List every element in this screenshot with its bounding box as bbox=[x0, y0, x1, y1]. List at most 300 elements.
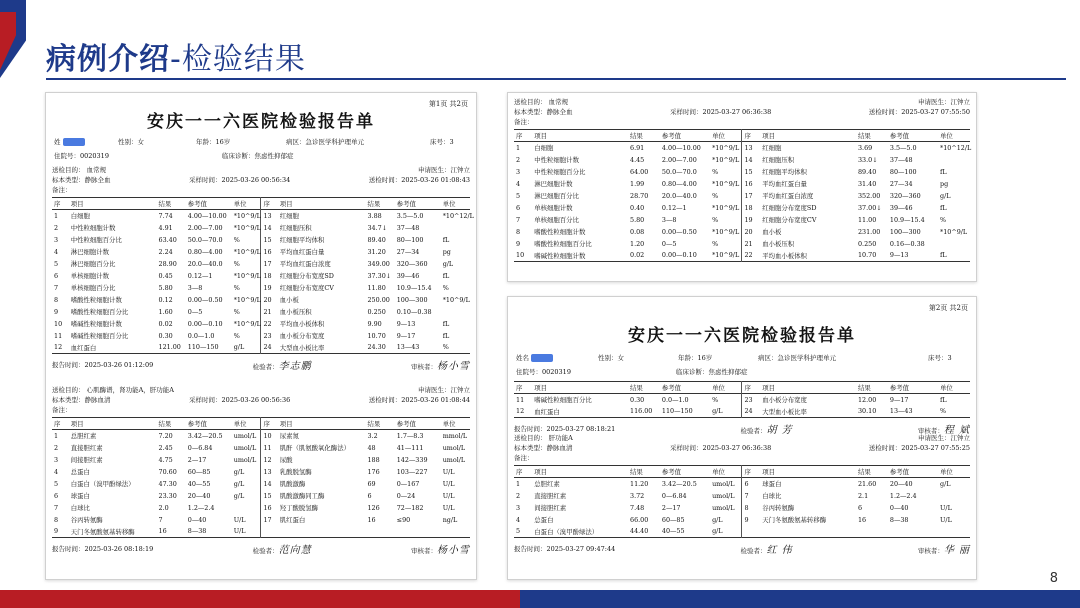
table-cell: mmol/L bbox=[442, 431, 468, 440]
table-row bbox=[52, 454, 470, 466]
table-cell: 10.70 bbox=[857, 251, 877, 260]
table-row bbox=[514, 490, 970, 502]
received-time: 送检时间：2025-03-26 01:08:44 bbox=[368, 396, 470, 404]
table-cell: 6 bbox=[54, 271, 59, 280]
table-cell: 2 bbox=[54, 443, 59, 452]
table-cell: 平均血小板体积 bbox=[762, 251, 807, 260]
column-header: 参考值 bbox=[396, 200, 416, 208]
table-cell: 60—85 bbox=[187, 467, 211, 476]
table-cell: 嗜酸性粒细胞计数 bbox=[534, 228, 586, 236]
table-cell: % bbox=[233, 235, 240, 244]
table-cell: 嗜酸性粒细胞百分比 bbox=[70, 308, 129, 316]
table-cell: 5 bbox=[54, 479, 59, 488]
table-cell: 0.250 bbox=[367, 307, 386, 316]
table-cell: 4 bbox=[516, 515, 521, 524]
table-cell: 63.40 bbox=[158, 235, 177, 244]
column-header: 结果 bbox=[158, 200, 172, 208]
table-cell: *10^9/L bbox=[712, 179, 740, 188]
table-cell: 0.08 bbox=[630, 227, 645, 236]
table-cell: 单核细胞计数 bbox=[70, 272, 110, 280]
table-cell: 6 bbox=[742, 478, 760, 490]
table-cell: umol/L bbox=[233, 431, 257, 440]
table-cell: 24 bbox=[261, 342, 278, 354]
table-cell: 16 bbox=[857, 515, 867, 524]
table-cell: 6.91 bbox=[630, 143, 645, 152]
table-row bbox=[52, 222, 470, 234]
table-cell: 红细胞平均体积 bbox=[762, 168, 807, 176]
specimen-type: 标本类型：静脉全血 bbox=[52, 176, 111, 184]
checker-label: 检验者： bbox=[252, 363, 279, 371]
table-cell: 9 bbox=[742, 514, 760, 526]
column-header: 序 bbox=[742, 382, 760, 394]
table-cell bbox=[365, 526, 394, 538]
table-cell: 3.88 bbox=[367, 211, 382, 220]
column-header: 参考值 bbox=[661, 132, 682, 140]
column-header: 序 bbox=[516, 384, 523, 392]
column-header: 结果 bbox=[158, 420, 172, 428]
table-row bbox=[514, 226, 970, 238]
table-cell: 0—6.84 bbox=[661, 491, 687, 500]
result-table bbox=[514, 129, 970, 262]
table-cell: *10^9/L bbox=[712, 227, 740, 236]
table-cell: *10^9/L bbox=[233, 319, 261, 328]
column-header: 结果 bbox=[857, 132, 871, 140]
table-cell: 142—339 bbox=[396, 455, 428, 464]
table-cell: 1.2—2.4 bbox=[187, 503, 215, 512]
table-cell: 1.2—2.4 bbox=[889, 491, 917, 500]
table-cell: fL bbox=[940, 167, 947, 176]
table-cell: 3.42—20.5 bbox=[187, 431, 223, 440]
table-cell: 谷丙转氨酶 bbox=[70, 516, 103, 524]
report-title: 安庆一一六医院检验报告单 bbox=[147, 112, 375, 132]
table-cell: 血小板 bbox=[762, 228, 782, 236]
table-cell: 11 bbox=[261, 442, 278, 454]
table-cell: 11 bbox=[54, 331, 63, 340]
table-cell: 0—5 bbox=[661, 239, 677, 248]
table-row bbox=[514, 166, 970, 178]
table-cell: 0.00—0.10 bbox=[661, 251, 697, 260]
table-row bbox=[52, 330, 470, 342]
table-cell: 嗜碱性粒细胞计数 bbox=[534, 251, 586, 260]
table-cell: 血红蛋白 bbox=[534, 407, 560, 416]
table-cell: 4 bbox=[516, 179, 521, 188]
table-cell: 320—360 bbox=[396, 259, 428, 268]
table-cell: *10^12/L bbox=[442, 211, 474, 220]
table-cell: 22 bbox=[742, 250, 760, 262]
table-row bbox=[52, 234, 470, 246]
column-header: 结果 bbox=[367, 200, 381, 208]
checker-signature: 胡 芳 bbox=[766, 425, 793, 436]
table-cell: 0.12 bbox=[158, 295, 173, 304]
table-cell: *10^9/L bbox=[233, 223, 261, 232]
table-cell: 176 bbox=[367, 467, 380, 476]
column-header: 序 bbox=[54, 420, 61, 428]
table-cell: *10^9/L bbox=[940, 227, 968, 236]
table-cell: 72—182 bbox=[396, 503, 424, 512]
table-cell: 0.00—0.10 bbox=[187, 319, 223, 328]
column-header: 结果 bbox=[630, 468, 643, 476]
table-cell: 3.5—5.0 bbox=[889, 143, 917, 152]
table-cell: g/L bbox=[940, 479, 951, 488]
table-cell: 天门冬氨酸氨基转移酶 bbox=[762, 516, 827, 524]
column-header: 序 bbox=[742, 130, 760, 142]
table-cell: 7 bbox=[516, 215, 521, 224]
header-line-2 bbox=[52, 175, 470, 185]
table-cell: 13—43 bbox=[396, 343, 420, 352]
table-cell: 嗜酸性粒细胞百分比 bbox=[534, 240, 592, 248]
table-cell: 大型血小板比率 bbox=[762, 407, 807, 416]
table-cell: 6 bbox=[857, 503, 863, 512]
table-row bbox=[52, 318, 470, 330]
column-header: 项目 bbox=[534, 468, 548, 476]
table-cell: g/L bbox=[940, 191, 951, 200]
table-cell: 0.02 bbox=[158, 319, 173, 328]
column-header: 项目 bbox=[762, 384, 775, 392]
table-cell: g/L bbox=[233, 479, 245, 488]
table-cell: 球蛋白 bbox=[762, 480, 782, 489]
table-cell: 19 bbox=[261, 282, 278, 294]
table-cell: 红细胞分布宽度CV bbox=[762, 216, 817, 224]
table-row bbox=[52, 294, 470, 306]
table-cell: 9—17 bbox=[396, 331, 416, 340]
result-table bbox=[52, 417, 470, 538]
table-cell: 20 bbox=[261, 294, 278, 306]
table-cell: 0.45 bbox=[158, 271, 173, 280]
table-cell: 37—48 bbox=[396, 223, 420, 232]
result-table bbox=[52, 197, 474, 354]
table-cell: 13—43 bbox=[889, 407, 913, 416]
table-cell: U/L bbox=[233, 515, 246, 524]
table-cell: 8 bbox=[742, 502, 760, 514]
column-header: 结果 bbox=[857, 468, 871, 476]
table-cell: 4.91 bbox=[158, 223, 173, 232]
table-cell: g/L bbox=[233, 467, 245, 476]
table-cell: 37—48 bbox=[889, 155, 913, 164]
table-cell: 0.02 bbox=[630, 251, 645, 260]
table-cell: 8 bbox=[516, 227, 521, 236]
table-cell: 1.99 bbox=[630, 179, 645, 188]
column-header: 单位 bbox=[940, 468, 953, 476]
table-cell: 2 bbox=[516, 155, 521, 164]
table-cell: 4.00—10.00 bbox=[661, 143, 701, 152]
table-cell: 0.12—1 bbox=[187, 271, 213, 280]
table-cell: 100—300 bbox=[396, 295, 428, 304]
table-cell: 12 bbox=[261, 454, 278, 466]
table-cell: 27—34 bbox=[396, 247, 420, 256]
header-line-1 bbox=[514, 97, 970, 107]
table-cell: 0—24 bbox=[396, 491, 416, 500]
table-cell: *10^9/L bbox=[712, 155, 740, 164]
title-sub: -检验结果 bbox=[170, 42, 306, 77]
table-cell: 20—40 bbox=[889, 479, 913, 488]
table-row bbox=[52, 514, 470, 526]
table-cell: 1.60 bbox=[158, 307, 173, 316]
table-cell: 21 bbox=[742, 238, 760, 250]
table-cell: 110—150 bbox=[187, 343, 219, 352]
table-cell: 球蛋白 bbox=[70, 492, 90, 500]
header-line-1 bbox=[514, 433, 970, 443]
table-cell: fL bbox=[940, 203, 947, 212]
table-cell: 4 bbox=[54, 467, 59, 476]
table-cell: U/L bbox=[442, 479, 455, 488]
table-cell: 89.40 bbox=[367, 235, 386, 244]
column-header: 项目 bbox=[762, 468, 775, 476]
table-cell: 9 bbox=[516, 239, 521, 248]
table-cell: 白蛋白（溴甲酚绿法） bbox=[534, 527, 599, 536]
report-time: 报告时间：2025-03-26 08:18:19 bbox=[52, 545, 154, 553]
table-cell: 3—8 bbox=[187, 283, 203, 292]
column-header: 序 bbox=[742, 466, 760, 478]
table-cell: *10^9/L bbox=[233, 247, 261, 256]
table-cell: 中性粒细胞百分比 bbox=[534, 168, 586, 176]
table-cell: 红细胞 bbox=[279, 212, 299, 221]
table-cell: 1 bbox=[516, 479, 521, 488]
table-cell: 大型血小板比率 bbox=[279, 343, 325, 352]
table-cell: 总胆红素 bbox=[70, 432, 97, 441]
table-cell: 27—34 bbox=[889, 179, 913, 188]
column-header: 序 bbox=[261, 198, 278, 210]
table-cell: 平均血红蛋白浓度 bbox=[762, 192, 814, 200]
table-cell: 0.40 bbox=[630, 203, 645, 212]
table-cell: 16 bbox=[158, 527, 167, 536]
table-cell: 肌酐（肌氨酸氧化酶法） bbox=[279, 444, 350, 452]
table-row bbox=[514, 250, 970, 262]
note: 备注： bbox=[52, 186, 72, 194]
reviewer bbox=[918, 541, 970, 556]
table-row bbox=[52, 526, 470, 538]
column-header: 序 bbox=[54, 200, 61, 208]
table-cell: 33.0↓ bbox=[857, 155, 878, 164]
table-row bbox=[52, 342, 470, 354]
table-cell: 4 bbox=[54, 247, 59, 256]
table-cell: 12.00 bbox=[857, 395, 877, 404]
table-cell: % bbox=[233, 331, 240, 340]
table-cell: 0—5 bbox=[187, 307, 203, 316]
result-table bbox=[514, 381, 970, 418]
table-cell: 17 bbox=[742, 190, 760, 202]
table-row bbox=[514, 154, 970, 166]
table-row bbox=[52, 466, 470, 478]
table-cell: 白细胞 bbox=[534, 144, 554, 153]
table-row bbox=[52, 246, 470, 258]
table-cell: *10^9/L bbox=[442, 295, 470, 304]
report-block-blood-routine bbox=[52, 165, 474, 372]
note: 备注： bbox=[52, 406, 72, 414]
table-cell: 2—17 bbox=[661, 503, 681, 512]
table-cell: 39—46 bbox=[889, 203, 913, 212]
table-row bbox=[514, 178, 970, 190]
table-cell: 淋巴细胞计数 bbox=[70, 248, 110, 256]
exam-purpose: 送检目的： 肝功能A bbox=[514, 434, 573, 442]
column-header: 结果 bbox=[630, 132, 643, 140]
patient-ward: 病区：急诊医学科护理单元 bbox=[286, 138, 364, 146]
table-cell: 24.30 bbox=[367, 343, 386, 352]
table-cell: 15 bbox=[742, 166, 760, 178]
result-table bbox=[514, 465, 970, 538]
table-cell: 2 bbox=[516, 491, 521, 500]
table-cell: 7 bbox=[54, 503, 59, 512]
table-row bbox=[52, 442, 470, 454]
table-cell: 6 bbox=[54, 491, 59, 500]
table-row bbox=[514, 406, 970, 418]
table-row bbox=[514, 142, 970, 154]
column-header: 参考值 bbox=[889, 384, 910, 392]
table-cell: 39—46 bbox=[396, 271, 420, 280]
reviewer-signature: 程 斌 bbox=[943, 425, 970, 436]
table-cell: 3.69 bbox=[857, 143, 873, 152]
table-cell: 8 bbox=[54, 295, 59, 304]
table-cell: 349.00 bbox=[367, 259, 390, 268]
lab-report-page-2 bbox=[507, 296, 977, 580]
table-cell: 7.20 bbox=[158, 431, 173, 440]
table-cell: 9 bbox=[54, 307, 59, 316]
patient-name: 姓名 bbox=[516, 353, 553, 362]
table-cell: 7.74 bbox=[158, 211, 173, 220]
table-cell: 白球比 bbox=[762, 492, 782, 500]
patient-name: 姓 bbox=[54, 137, 85, 146]
ordering-doctor: 申请医生：江钟立 bbox=[918, 434, 970, 442]
table-cell: % bbox=[712, 167, 719, 176]
table-cell: 103—227 bbox=[396, 467, 428, 476]
note: 备注： bbox=[514, 454, 534, 462]
table-cell: 单核细胞百分比 bbox=[534, 216, 579, 224]
table-cell: 12 bbox=[54, 343, 63, 352]
table-cell: 5 bbox=[516, 191, 521, 200]
table-cell: 110—150 bbox=[661, 407, 693, 416]
table-cell: 20.0—40.0 bbox=[661, 191, 697, 200]
table-cell: 4.45 bbox=[630, 155, 645, 164]
table-cell: 间接胆红素 bbox=[534, 504, 567, 512]
patient-age: 年龄：16岁 bbox=[678, 354, 713, 362]
collected-time: 采样时间：2025-03-26 00:56:34 bbox=[189, 176, 291, 184]
table-cell: *10^9/L bbox=[712, 251, 740, 260]
table-cell: umol/L bbox=[442, 455, 466, 464]
table-cell: 40—55 bbox=[661, 527, 685, 536]
table-cell: 12 bbox=[516, 407, 525, 416]
column-header: 序 bbox=[516, 132, 523, 140]
column-header: 项目 bbox=[534, 132, 548, 140]
column-header: 项目 bbox=[534, 384, 548, 392]
reviewer-signature: 华 丽 bbox=[943, 545, 970, 556]
table-cell: 淋巴细胞百分比 bbox=[534, 192, 579, 200]
table-cell: 23.30 bbox=[158, 491, 177, 500]
specimen-type: 标本类型：静脉全血 bbox=[514, 108, 573, 116]
table-cell: 间接胆红素 bbox=[70, 456, 103, 464]
table-cell: 3 bbox=[54, 455, 59, 464]
table-cell: 10.9—15.4 bbox=[889, 215, 925, 224]
report-block-biochem bbox=[52, 385, 470, 556]
column-header: 参考值 bbox=[661, 468, 682, 476]
table-cell: 14 bbox=[742, 154, 760, 166]
table-cell: 羟丁酸脱氢酶 bbox=[279, 504, 319, 512]
table-cell: g/L bbox=[712, 515, 723, 524]
specimen-type: 标本类型：静脉血清 bbox=[514, 444, 573, 452]
table-cell: 50.0—70.0 bbox=[187, 235, 223, 244]
column-header: 序 bbox=[516, 468, 523, 476]
table-cell: 3.42—20.5 bbox=[661, 479, 697, 488]
table-cell: U/L bbox=[940, 503, 952, 512]
table-cell: umol/L bbox=[712, 491, 735, 500]
table-cell: *10^9/L bbox=[233, 211, 261, 220]
table-cell: 2.1 bbox=[857, 491, 869, 500]
table-row bbox=[514, 514, 970, 526]
table-cell: 0.0—1.0 bbox=[661, 395, 689, 404]
table-cell: 10 bbox=[54, 319, 63, 328]
table-cell: 2 bbox=[54, 223, 59, 232]
table-cell: % bbox=[940, 215, 947, 224]
header-line-3 bbox=[514, 117, 970, 127]
table-cell: 0.250 bbox=[857, 239, 877, 248]
table-cell: 11.80 bbox=[367, 283, 386, 292]
table-cell: 231.00 bbox=[857, 227, 881, 236]
patient-ward: 病区：急诊医学科护理单元 bbox=[758, 354, 836, 362]
checker-signature: 李志鹏 bbox=[278, 361, 312, 372]
column-header: 单位 bbox=[940, 384, 953, 392]
table-cell: 69 bbox=[367, 479, 376, 488]
reviewer bbox=[411, 541, 470, 556]
report-footer bbox=[514, 541, 970, 556]
collected-time: 采样时间：2025-03-26 00:56:36 bbox=[189, 396, 291, 404]
table-cell bbox=[395, 526, 441, 538]
table-cell: 2.00—7.00 bbox=[661, 155, 697, 164]
table-cell bbox=[938, 154, 970, 166]
table-cell: 肌红蛋白 bbox=[279, 516, 306, 524]
lab-report-page-1-continued bbox=[507, 92, 977, 282]
table-cell: % bbox=[712, 239, 719, 248]
table-cell bbox=[888, 526, 938, 538]
table-cell: 2.45 bbox=[158, 443, 173, 452]
header-line-2 bbox=[514, 107, 970, 117]
redacted-name bbox=[531, 354, 553, 362]
column-header: 参考值 bbox=[187, 420, 207, 428]
table-cell: 10.70 bbox=[367, 331, 386, 340]
column-header: 结果 bbox=[630, 384, 643, 392]
table-cell: % bbox=[712, 395, 719, 404]
header-line-1 bbox=[52, 385, 470, 395]
table-cell: *10^9/L bbox=[233, 271, 261, 280]
column-header: 单位 bbox=[712, 468, 725, 476]
table-cell: 70.60 bbox=[158, 467, 177, 476]
inpatient-no: 住院号：0020319 bbox=[54, 152, 109, 160]
table-cell: 白球比 bbox=[70, 504, 90, 512]
table-cell: 22 bbox=[261, 318, 278, 330]
table-cell: 尿酸 bbox=[279, 456, 293, 464]
table-cell: 16 bbox=[742, 178, 760, 190]
table-cell: 红细胞压积 bbox=[762, 156, 795, 164]
table-cell: 188 bbox=[367, 455, 380, 464]
table-cell: 2—17 bbox=[187, 455, 207, 464]
table-cell: ng/L bbox=[442, 515, 458, 524]
table-cell: 11.20 bbox=[630, 479, 649, 488]
table-cell: 直接胆红素 bbox=[534, 492, 567, 500]
table-cell: 淋巴细胞计数 bbox=[534, 180, 573, 188]
table-cell: fL bbox=[442, 319, 450, 328]
exam-purpose: 送检目的： 血常规 bbox=[52, 166, 107, 174]
table-cell: umol/L bbox=[442, 443, 466, 452]
column-header: 项目 bbox=[279, 200, 293, 208]
table-cell: 血小板分布宽度 bbox=[279, 332, 325, 340]
table-cell: 13 bbox=[261, 466, 278, 478]
table-cell: 平均血小板体积 bbox=[279, 320, 325, 328]
table-cell: 19 bbox=[742, 214, 760, 226]
table-cell bbox=[278, 526, 366, 538]
table-cell: umol/L bbox=[233, 455, 257, 464]
page-mark: 第2页 共2页 bbox=[928, 304, 968, 312]
redacted-name bbox=[63, 138, 85, 146]
table-cell: 16 bbox=[367, 515, 376, 524]
table-cell: 21.60 bbox=[857, 479, 877, 488]
table-cell: 352.00 bbox=[857, 191, 881, 200]
